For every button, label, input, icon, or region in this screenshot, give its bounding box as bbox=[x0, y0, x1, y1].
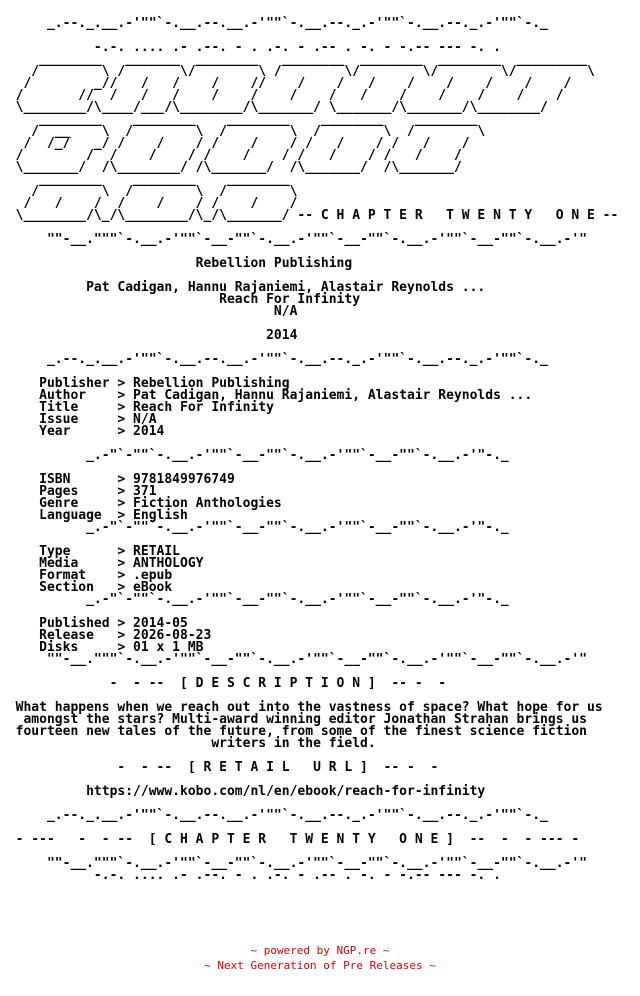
nfo-line: Disks > 01 x 1 MB bbox=[0, 640, 204, 655]
nfo-line: _.-"`-""`-.__.-'""`-__-""`-.__.-'""`-__-""`-.__.-'"-._ bbox=[0, 592, 509, 607]
nfo-line: / \ / \/ \ / \/ \/ \/ \ bbox=[0, 64, 595, 79]
nfo-line: Pages > 371 bbox=[0, 484, 157, 499]
nfo-line: ""-__."""`-.__.-'""`-__-""`-.__.-'""`-__-""`-.__.-'""`-__-""`-.__.-'" bbox=[0, 652, 587, 667]
nfo-line: Rebellion Publishing bbox=[0, 256, 353, 271]
nfo-line: \________/\____/___/\________/\_______/ \_______/\_______/\________/ bbox=[0, 100, 548, 115]
nfo-line: https://www.kobo.com/nl/en/ebook/reach-for-infinity bbox=[0, 784, 486, 799]
nfo-line: ""-__."""`-.__.-'""`-__-""`-.__.-'""`-__-""`-.__.-'""`-__-""`-.__.-'" bbox=[0, 856, 587, 871]
nfo-line: amongst the stars? Multi-award winning editor Jonathan Strahan brings us bbox=[0, 712, 587, 727]
nfo-text-block bbox=[0, 18, 618, 882]
nfo-line: ________ ________ ________ bbox=[0, 172, 290, 187]
nfo-line: _.-"`-""`-.__.-'""`-__-""`-.__.-'""`-__-""`-.__.-'"-._ bbox=[0, 520, 509, 535]
nfo-line: _.--._.__.-'""`-.__.--.__.-'""`-.__.--._.-'""`-.__.--._.-'""`-._ bbox=[0, 16, 548, 31]
nfo-line: ISBN > 9781849976749 bbox=[0, 472, 235, 487]
nfo-line: ""-__."""`-.__.-'""`-__-""`-.__.-'""`-__-""`-.__.-'""`-__-""`-.__.-'" bbox=[0, 232, 587, 247]
nfo-line: \________/\_/\________/\_/\_______/ -- C H A P T E R T W E N T Y O N E -- bbox=[0, 208, 619, 223]
nfo-line: _.--._.__.-'""`-.__.--.__.-'""`-.__.--._.-'""`-.__.--._.-'""`-._ bbox=[0, 808, 548, 823]
nfo-line: What happens when we reach out into the vastness of space? What hope for us bbox=[0, 700, 603, 715]
tagline-line: ~ Next Generation of Pre Releases ~ bbox=[204, 959, 436, 972]
nfo-line: / __ \ / \ / \ / \ / \ bbox=[0, 124, 486, 139]
nfo-line: Type > RETAIL bbox=[0, 544, 181, 559]
nfo-line: - - -- [ R E T A I L U R L ] -- - - bbox=[0, 760, 439, 775]
nfo-line: Format > .epub bbox=[0, 568, 173, 583]
powered-by-line: ~ powered by NGP.re ~ bbox=[250, 944, 390, 957]
nfo-line: Author > Pat Cadigan, Hannu Rajaniemi, Alastair Reynolds ... bbox=[0, 388, 533, 403]
nfo-line: / / / / / / / / / / / / / / bbox=[0, 148, 462, 163]
nfo-line: Published > 2014-05 bbox=[0, 616, 188, 631]
nfo-line: \_______/ /\________/ /\_______/ /\_______/ /\_______/ bbox=[0, 160, 462, 175]
nfo-line: Release > 2026-08-23 bbox=[0, 628, 212, 643]
nfo-line: Year > 2014 bbox=[0, 424, 165, 439]
nfo-line: Genre > Fiction Anthologies bbox=[0, 496, 282, 511]
nfo-line: / _// / / / // / / / / / / / / bbox=[0, 76, 572, 91]
nfo-line: Issue > N/A bbox=[0, 412, 157, 427]
nfo-line: Publisher > Rebellion Publishing bbox=[0, 376, 290, 391]
nfo-line: / // / / / / / / / / / / / / / bbox=[0, 88, 564, 103]
nfo-line: -.-. .... .- .--. - . .-. - .-- . -. - -.-- --- -. . bbox=[0, 868, 501, 883]
nfo-line: ________ ________ ________ ________ ________ bbox=[0, 112, 478, 127]
nfo-line: Title > Reach For Infinity bbox=[0, 400, 274, 415]
nfo-line: _.--._.__.-'""`-.__.--.__.-'""`-.__.--._.-'""`-.__.--._.-'""`-._ bbox=[0, 352, 548, 367]
nfo-line: -.-. .... .- .--. - . .-. - .-- . -. - -.-- --- -. . bbox=[0, 40, 501, 55]
nfo-line: 2014 bbox=[0, 328, 298, 343]
nfo-line: / \ / \ / \ bbox=[0, 184, 298, 199]
nfo-line: - --- - - -- [ C H A P T E R T W E N T Y O N E ] -- - - --- - bbox=[0, 832, 580, 847]
nfo-line: ________ _______ ________ ________ ________ ________ _________ bbox=[0, 52, 587, 67]
nfo-line: / /_/ _/ / / / / / / / / / / / / bbox=[0, 136, 470, 151]
nfo-line: - - -- [ D E S C R I P T I O N ] -- - - bbox=[0, 676, 447, 691]
nfo-line: Reach For Infinity bbox=[0, 292, 361, 307]
nfo-line: writers in the field. bbox=[0, 736, 376, 751]
nfo-line: fourteen new tales of the future, from some of the finest science fiction bbox=[0, 724, 587, 739]
nfo-line: Media > ANTHOLOGY bbox=[0, 556, 204, 571]
nfo-line: Language > English bbox=[0, 508, 188, 523]
nfo-line: Pat Cadigan, Hannu Rajaniemi, Alastair Reynolds ... bbox=[0, 280, 486, 295]
nfo-line: _.-"`-""`-.__.-'""`-__-""`-.__.-'""`-__-""`-.__.-'"-._ bbox=[0, 448, 509, 463]
nfo-line: N/A bbox=[0, 304, 298, 319]
nfo-line: / / / / / / / / / bbox=[0, 196, 298, 211]
nfo-line: Section > eBook bbox=[0, 580, 173, 595]
